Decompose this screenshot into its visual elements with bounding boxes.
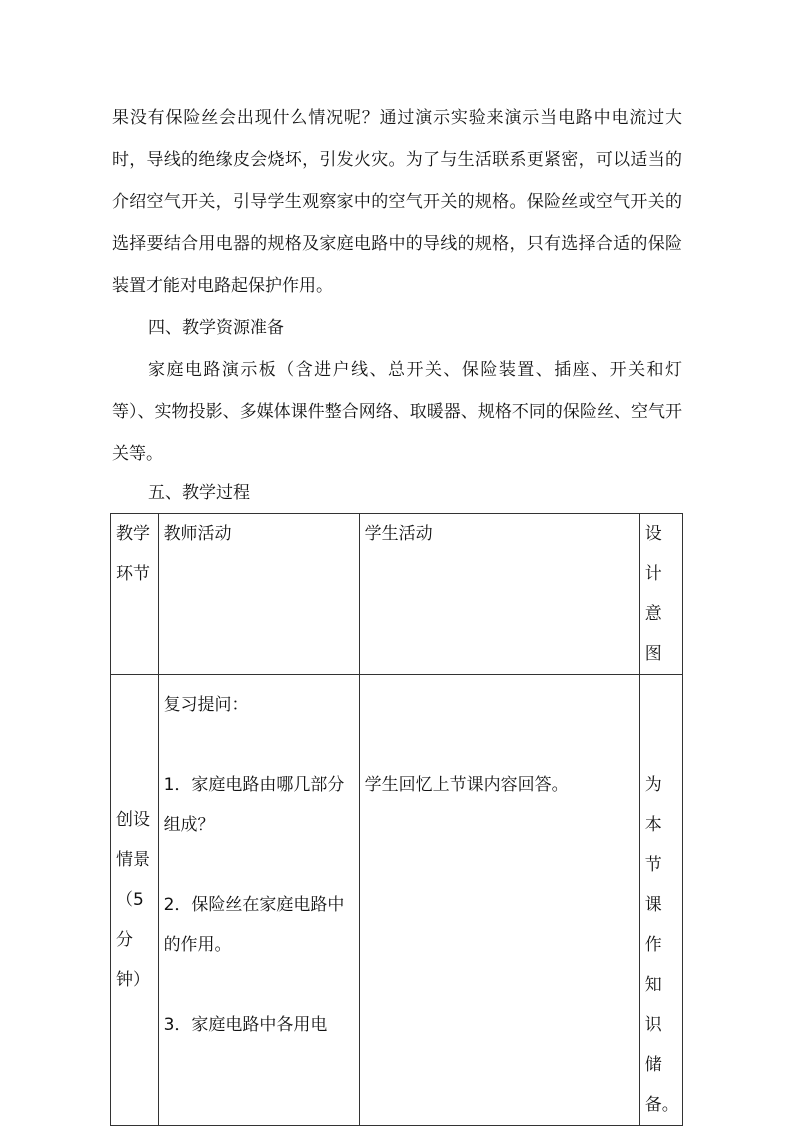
student-activity: 学生回忆上节课内容回答。	[364, 775, 569, 795]
section-5-heading: 五、教学过程	[148, 483, 250, 503]
intent-cell	[639, 675, 682, 1126]
teaching-process-table	[110, 513, 683, 1126]
table-header-row	[111, 514, 683, 675]
section-4-heading: 四、教学资源准备	[148, 318, 284, 338]
student-cell	[359, 675, 639, 1126]
header-teacher: 教师活动	[158, 514, 359, 675]
table-row	[111, 675, 683, 1126]
header-intent: 设计意图	[639, 514, 682, 675]
stage-cell: 创设情景（5分钟）	[111, 675, 159, 1126]
teacher-question-2: 2．保险丝在家庭电路中的作用。	[163, 895, 345, 955]
header-stage: 教学环节	[111, 514, 159, 675]
section-4-text: 家庭电路演示板（含进户线、总开关、保险装置、插座、开关和灯等）、实物投影、多媒体课件整合网络、取暖器、规格不同的保险丝、空气开关等。	[112, 360, 682, 464]
teacher-question-3: 3．家庭电路中各用电	[163, 1015, 328, 1035]
teacher-cell	[158, 675, 359, 1126]
header-student: 学生活动	[359, 514, 639, 675]
teacher-question-1: 1．家庭电路由哪几部分组成？	[163, 775, 345, 835]
design-intent: 为本节课作知识储备。	[644, 775, 679, 1115]
teacher-intro: 复习提问：	[163, 695, 249, 715]
intro-paragraph: 果没有保险丝会出现什么情况呢？通过演示实验来演示当电路中电流过大时，导线的绝缘皮会烧坏，引发火灾。为了与生活联系更紧密，可以适当的介绍空气开关，引导学生观察家中的空气开关的规格。保险丝或空气开关的选择要结合用电器的规格及家庭电路中的导线的规格，只有选择合适的保险装置才能对电路起保护作用。	[112, 108, 682, 296]
